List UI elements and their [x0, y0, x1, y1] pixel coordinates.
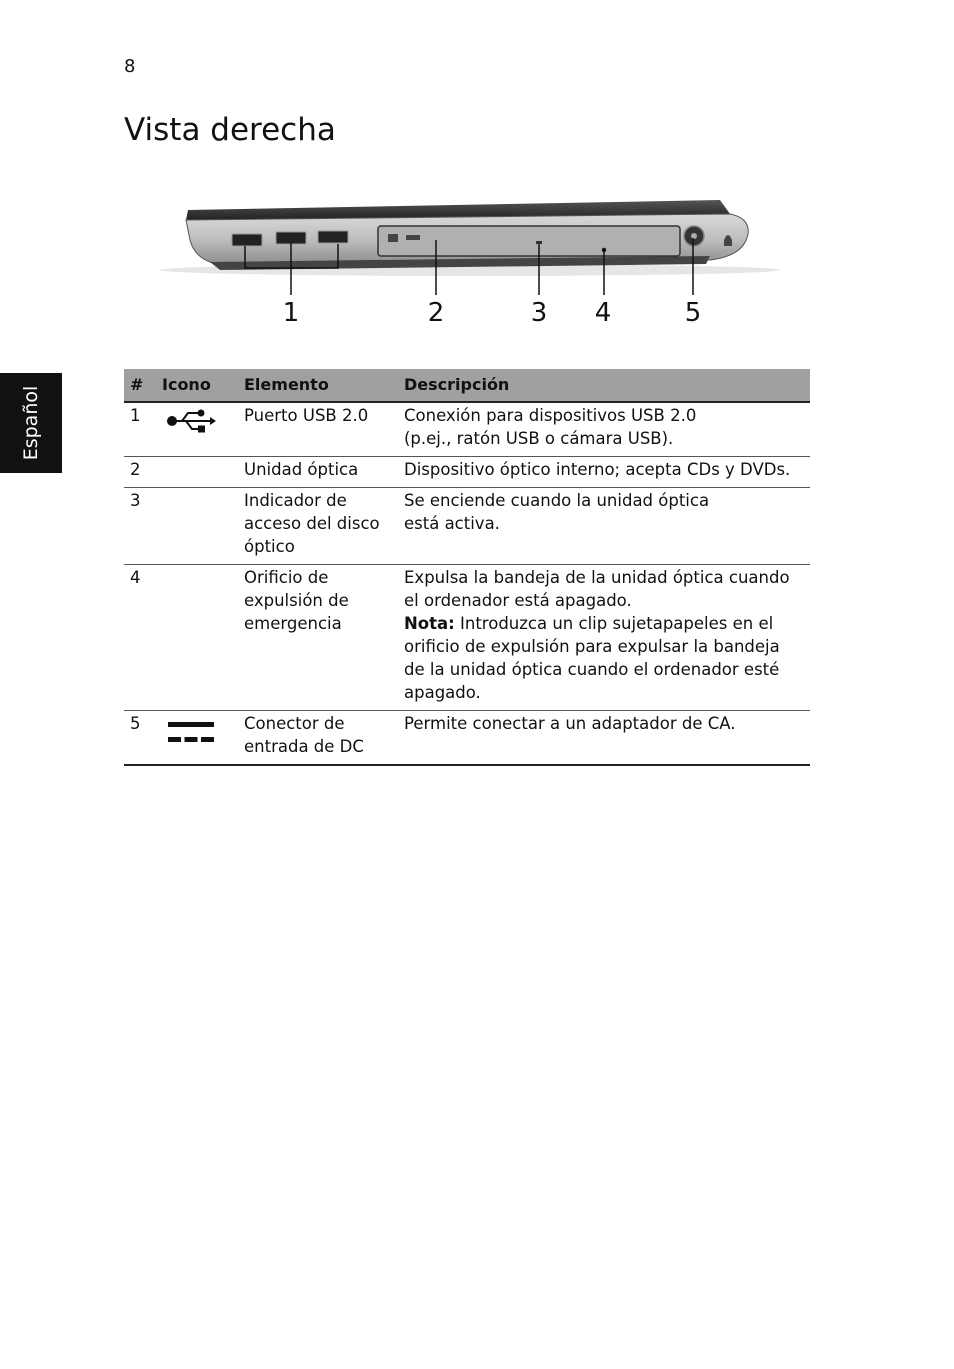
page-number: 8 — [124, 56, 136, 77]
row-icon — [156, 565, 238, 711]
header-icon: Icono — [156, 369, 238, 402]
table-header-row — [124, 369, 810, 402]
header-element: Elemento — [238, 369, 398, 402]
note-label: Nota: — [404, 614, 455, 633]
dc-in-icon — [166, 718, 218, 748]
row-description — [398, 402, 810, 457]
row-element: Unidad óptica — [238, 457, 398, 488]
description-line: (p.ej., ratón USB o cámara USB). — [404, 429, 674, 448]
row-element: Orificio de expulsión de emergencia — [238, 565, 398, 711]
note-paragraph — [404, 612, 804, 704]
optical-access-indicator — [536, 241, 542, 244]
callout-2: 2 — [427, 298, 445, 328]
row-element: Conector de entrada de DC — [238, 711, 398, 766]
emergency-eject-hole — [602, 248, 606, 252]
optical-drive-logo — [388, 234, 398, 242]
callout-3: 3 — [530, 298, 548, 328]
row-number: 4 — [124, 565, 156, 711]
table-row — [124, 711, 810, 766]
description-line: Permite conectar a un adaptador de CA. — [404, 714, 736, 733]
right-view-table — [124, 369, 810, 766]
row-icon — [156, 457, 238, 488]
row-description — [398, 711, 810, 766]
description-line: Conexión para dispositivos USB 2.0 — [404, 406, 697, 425]
dc-in-pin — [691, 233, 697, 239]
usb-port-2 — [276, 232, 306, 244]
note-text: Introduzca un clip sujetapapeles en el orificio de expulsión para expulsar la bandeja de la unidad óptica cuando el ordenador esté apagado. — [404, 614, 780, 702]
description-line: está activa. — [404, 514, 500, 533]
table-row — [124, 457, 810, 488]
table-row — [124, 565, 810, 711]
page-title: Vista derecha — [124, 112, 336, 148]
row-number: 5 — [124, 711, 156, 766]
callout-1: 1 — [282, 298, 300, 328]
optical-drive — [378, 226, 680, 256]
usb-port-3 — [318, 231, 348, 243]
header-description: Descripción — [398, 369, 810, 402]
row-number: 2 — [124, 457, 156, 488]
row-element: Indicador de acceso del disco óptico — [238, 488, 398, 565]
table-row — [124, 402, 810, 457]
row-number: 1 — [124, 402, 156, 457]
row-icon — [156, 488, 238, 565]
row-description — [398, 488, 810, 565]
usb-port-1 — [232, 234, 262, 246]
row-description — [398, 565, 810, 711]
description-line: Se enciende cuando la unidad óptica — [404, 491, 710, 510]
row-description — [398, 457, 810, 488]
callout-4: 4 — [594, 298, 612, 328]
row-element: Puerto USB 2.0 — [238, 402, 398, 457]
header-number: # — [124, 369, 156, 402]
row-icon — [156, 711, 238, 766]
optical-drive-dvd-mark — [406, 235, 420, 240]
language-tab-label: Español — [20, 385, 42, 461]
table-row — [124, 488, 810, 565]
language-tab — [0, 373, 62, 473]
usb-icon — [166, 408, 218, 434]
callout-5: 5 — [684, 298, 702, 328]
row-number: 3 — [124, 488, 156, 565]
row-icon — [156, 402, 238, 457]
description-line: Expulsa la bandeja de la unidad óptica cuando el ordenador está apagado. — [404, 568, 790, 610]
description-line: Dispositivo óptico interno; acepta CDs y DVDs. — [404, 460, 791, 479]
